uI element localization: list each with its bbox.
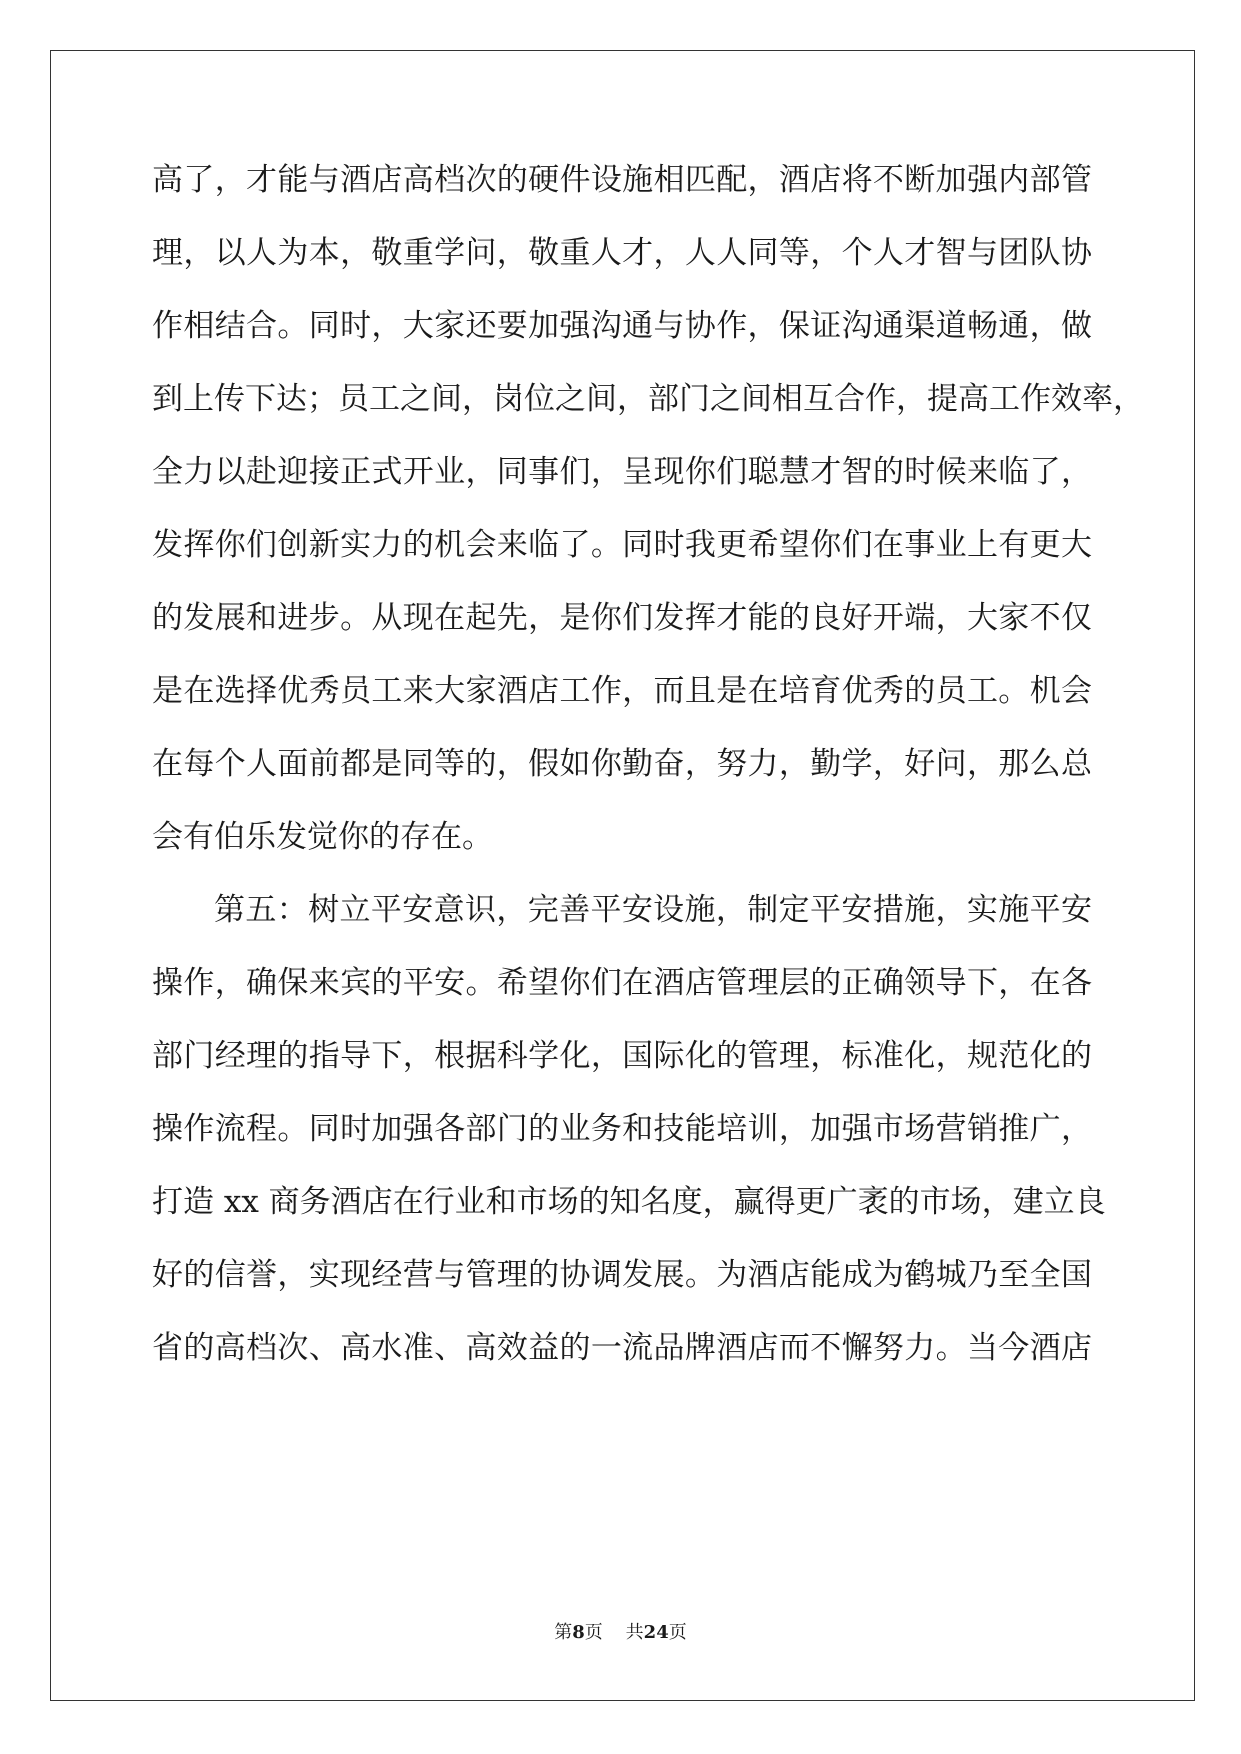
page-prefix: 第 — [554, 1622, 573, 1643]
text-line-17: 省的高档次、高水准、高效益的一流品牌酒店而不懈努力。当今酒店 — [152, 1330, 1092, 1366]
text-line-9: 在每个人面前都是同等的，假如你勤奋，努力，勤学，好问，那么总 — [152, 746, 1092, 782]
text-line-13: 部门经理的指导下，根据科学化，国际化的管理，标准化，规范化的 — [152, 1038, 1092, 1074]
text-line-7: 的发展和进步。从现在起先，是你们发挥才能的良好开端，大家不仅 — [152, 600, 1092, 636]
total-pages: 24 — [643, 1622, 669, 1643]
page-footer — [0, 1621, 1241, 1645]
text-line-2: 理，以人为本，敬重学问，敬重人才，人人同等，个人才智与团队协 — [152, 235, 1092, 271]
text-line-12: 操作，确保来宾的平安。希望你们在酒店管理层的正确领导下，在各 — [152, 965, 1092, 1001]
text-line-10: 会有伯乐发觉你的存在。 — [152, 819, 493, 855]
total-prefix: 共 — [625, 1622, 644, 1643]
text-line-16: 好的信誉，实现经营与管理的协调发展。为酒店能成为鹤城乃至全国 — [152, 1257, 1092, 1293]
text-line-3: 作相结合。同时，大家还要加强沟通与协作，保证沟通渠道畅通，做 — [152, 308, 1092, 344]
text-line-4: 到上传下达；员工之间，岗位之间，部门之间相互合作，提高工作效率， — [152, 381, 1144, 417]
page-suffix: 页 — [584, 1622, 603, 1643]
text-line-1: 高了，才能与酒店高档次的硬件设施相匹配，酒店将不断加强内部管 — [152, 162, 1092, 198]
text-line-15: 打造 xx 商务酒店在行业和市场的知名度，赢得更广袤的市场，建立良 — [152, 1184, 1106, 1220]
text-line-11: 第五：树立平安意识，完善平安设施，制定平安措施，实施平安 — [214, 892, 1092, 928]
page-border — [50, 50, 1195, 1701]
text-line-8: 是在选择优秀员工来大家酒店工作，而且是在培育优秀的员工。机会 — [152, 673, 1092, 709]
text-line-6: 发挥你们创新实力的机会来临了。同时我更希望你们在事业上有更大 — [152, 527, 1092, 563]
page-number: 8 — [572, 1622, 585, 1643]
total-suffix: 页 — [668, 1622, 687, 1643]
text-line-14: 操作流程。同时加强各部门的业务和技能培训，加强市场营销推广， — [152, 1111, 1092, 1147]
text-line-5: 全力以赴迎接正式开业，同事们，呈现你们聪慧才智的时候来临了， — [152, 454, 1092, 490]
